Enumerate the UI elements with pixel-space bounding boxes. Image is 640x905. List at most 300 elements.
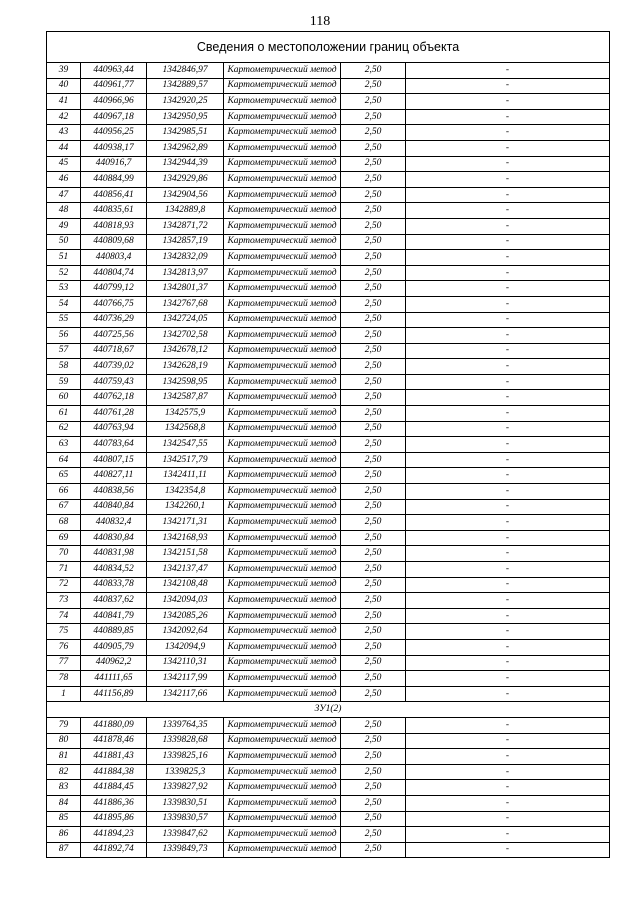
y-coordinate-cell: 1342547,55 [147,437,224,453]
method-cell: Картометрический метод [224,608,341,624]
x-coordinate-cell: 440799,12 [81,281,147,297]
table-row [47,811,610,827]
method-cell: Картометрический метод [224,359,341,375]
description-cell: - [406,296,610,312]
accuracy-cell: 2,50 [341,78,406,94]
y-coordinate-cell: 1342151,58 [147,546,224,562]
table-row [47,655,610,671]
point-number-cell: 58 [47,359,81,375]
x-coordinate-cell: 441892,74 [81,842,147,858]
accuracy-cell: 2,50 [341,468,406,484]
method-cell: Картометрический метод [224,624,341,640]
method-cell: Картометрический метод [224,94,341,110]
method-cell: Картометрический метод [224,827,341,843]
description-cell: - [406,78,610,94]
table-row [47,218,610,234]
x-coordinate-cell: 440803,4 [81,250,147,266]
method-cell: Картометрический метод [224,499,341,515]
method-cell: Картометрический метод [224,156,341,172]
accuracy-cell: 2,50 [341,203,406,219]
table-row [47,780,610,796]
description-cell: - [406,655,610,671]
y-coordinate-cell: 1342168,93 [147,530,224,546]
x-coordinate-cell: 440832,4 [81,515,147,531]
point-number-cell: 67 [47,499,81,515]
y-coordinate-cell: 1342871,72 [147,218,224,234]
x-coordinate-cell: 440833,78 [81,577,147,593]
y-coordinate-cell: 1342575,9 [147,406,224,422]
point-number-cell: 70 [47,546,81,562]
method-cell: Картометрический метод [224,140,341,156]
point-number-cell: 87 [47,842,81,858]
y-coordinate-cell: 1342260,1 [147,499,224,515]
accuracy-cell: 2,50 [341,437,406,453]
y-coordinate-cell: 1342587,87 [147,390,224,406]
accuracy-cell: 2,50 [341,780,406,796]
method-cell: Картометрический метод [224,390,341,406]
y-coordinate-cell: 1342889,57 [147,78,224,94]
description-cell: - [406,265,610,281]
method-cell: Картометрический метод [224,780,341,796]
x-coordinate-cell: 440759,43 [81,374,147,390]
accuracy-cell: 2,50 [341,671,406,687]
x-coordinate-cell: 440840,84 [81,499,147,515]
table-row [47,452,610,468]
description-cell: - [406,562,610,578]
accuracy-cell: 2,50 [341,140,406,156]
x-coordinate-cell: 441894,23 [81,827,147,843]
method-cell: Картометрический метод [224,655,341,671]
x-coordinate-cell: 440841,79 [81,608,147,624]
point-number-cell: 42 [47,109,81,125]
description-cell: - [406,749,610,765]
x-coordinate-cell: 440905,79 [81,639,147,655]
accuracy-cell: 2,50 [341,795,406,811]
description-cell: - [406,94,610,110]
method-cell: Картометрический метод [224,671,341,687]
accuracy-cell: 2,50 [341,717,406,733]
accuracy-cell: 2,50 [341,608,406,624]
accuracy-cell: 2,50 [341,390,406,406]
accuracy-cell: 2,50 [341,562,406,578]
description-cell: - [406,125,610,141]
table-row [47,265,610,281]
point-number-cell: 80 [47,733,81,749]
description-cell: - [406,764,610,780]
y-coordinate-cell: 1339847,62 [147,827,224,843]
description-cell: - [406,172,610,188]
x-coordinate-cell: 441886,36 [81,795,147,811]
description-cell: - [406,780,610,796]
description-cell: - [406,608,610,624]
point-number-cell: 60 [47,390,81,406]
description-cell: - [406,156,610,172]
table-row [47,250,610,266]
y-coordinate-cell: 1342110,31 [147,655,224,671]
accuracy-cell: 2,50 [341,328,406,344]
description-cell: - [406,281,610,297]
table-row [47,187,610,203]
accuracy-cell: 2,50 [341,639,406,655]
method-cell: Картометрический метод [224,328,341,344]
accuracy-cell: 2,50 [341,234,406,250]
page-number: 118 [309,14,331,29]
table-row [47,109,610,125]
point-number-cell: 40 [47,78,81,94]
table-row [47,359,610,375]
point-number-cell: 66 [47,484,81,500]
table-row [47,328,610,344]
description-cell: - [406,671,610,687]
method-cell: Картометрический метод [224,733,341,749]
table-row [47,343,610,359]
y-coordinate-cell: 1342678,12 [147,343,224,359]
description-cell: - [406,140,610,156]
y-coordinate-cell: 1342813,97 [147,265,224,281]
point-number-cell: 78 [47,671,81,687]
method-cell: Картометрический метод [224,811,341,827]
description-cell: - [406,842,610,858]
point-number-cell: 50 [47,234,81,250]
point-number-cell: 44 [47,140,81,156]
description-cell: - [406,686,610,702]
table-row [47,374,610,390]
point-number-cell: 56 [47,328,81,344]
x-coordinate-cell: 440889,85 [81,624,147,640]
point-number-cell: 75 [47,624,81,640]
description-cell: - [406,390,610,406]
table-row [47,421,610,437]
point-number-cell: 57 [47,343,81,359]
accuracy-cell: 2,50 [341,63,406,79]
method-cell: Картометрический метод [224,125,341,141]
x-coordinate-cell: 440966,96 [81,94,147,110]
description-cell: - [406,468,610,484]
table-row [47,733,610,749]
table-row [47,390,610,406]
accuracy-cell: 2,50 [341,827,406,843]
method-cell: Картометрический метод [224,406,341,422]
point-number-cell: 53 [47,281,81,297]
y-coordinate-cell: 1342950,95 [147,109,224,125]
method-cell: Картометрический метод [224,484,341,500]
x-coordinate-cell: 440736,29 [81,312,147,328]
description-cell: - [406,452,610,468]
accuracy-cell: 2,50 [341,749,406,765]
method-cell: Картометрический метод [224,109,341,125]
method-cell: Картометрический метод [224,717,341,733]
method-cell: Картометрический метод [224,172,341,188]
y-coordinate-cell: 1342094,03 [147,593,224,609]
x-coordinate-cell: 441880,09 [81,717,147,733]
point-number-cell: 69 [47,530,81,546]
y-coordinate-cell: 1342517,79 [147,452,224,468]
description-cell: - [406,795,610,811]
method-cell: Картометрический метод [224,203,341,219]
x-coordinate-cell: 440835,61 [81,203,147,219]
accuracy-cell: 2,50 [341,764,406,780]
method-cell: Картометрический метод [224,265,341,281]
point-number-cell: 82 [47,764,81,780]
table-row [47,140,610,156]
description-cell: - [406,218,610,234]
point-number-cell: 62 [47,421,81,437]
x-coordinate-cell: 440838,56 [81,484,147,500]
x-coordinate-cell: 440856,41 [81,187,147,203]
accuracy-cell: 2,50 [341,421,406,437]
section-label: ЗУ1(2) [47,702,610,718]
table-row [47,281,610,297]
description-cell: - [406,499,610,515]
y-coordinate-cell: 1339830,51 [147,795,224,811]
y-coordinate-cell: 1342801,37 [147,281,224,297]
method-cell: Картометрический метод [224,530,341,546]
point-number-cell: 77 [47,655,81,671]
x-coordinate-cell: 440967,18 [81,109,147,125]
method-cell: Картометрический метод [224,250,341,266]
description-cell: - [406,530,610,546]
accuracy-cell: 2,50 [341,530,406,546]
description-cell: - [406,312,610,328]
x-coordinate-cell: 441111,65 [81,671,147,687]
method-cell: Картометрический метод [224,795,341,811]
method-cell: Картометрический метод [224,218,341,234]
method-cell: Картометрический метод [224,546,341,562]
method-cell: Картометрический метод [224,842,341,858]
x-coordinate-cell: 441878,46 [81,733,147,749]
description-cell: - [406,639,610,655]
y-coordinate-cell: 1342411,11 [147,468,224,484]
table-row [47,842,610,858]
x-coordinate-cell: 440809,68 [81,234,147,250]
accuracy-cell: 2,50 [341,312,406,328]
point-number-cell: 68 [47,515,81,531]
point-number-cell: 1 [47,686,81,702]
y-coordinate-cell: 1342354,8 [147,484,224,500]
table-row [47,484,610,500]
point-number-cell: 52 [47,265,81,281]
y-coordinate-cell: 1342702,58 [147,328,224,344]
x-coordinate-cell: 440818,93 [81,218,147,234]
section-row [47,702,610,718]
method-cell: Картометрический метод [224,749,341,765]
accuracy-cell: 2,50 [341,686,406,702]
description-cell: - [406,234,610,250]
description-cell: - [406,109,610,125]
x-coordinate-cell: 440762,18 [81,390,147,406]
y-coordinate-cell: 1342598,95 [147,374,224,390]
table-row [47,577,610,593]
description-cell: - [406,484,610,500]
description-cell: - [406,421,610,437]
point-number-cell: 85 [47,811,81,827]
method-cell: Картометрический метод [224,515,341,531]
x-coordinate-cell: 440725,56 [81,328,147,344]
table-title: Сведения о местоположении границ объекта [47,32,610,63]
method-cell: Картометрический метод [224,468,341,484]
description-cell: - [406,374,610,390]
x-coordinate-cell: 440884,99 [81,172,147,188]
accuracy-cell: 2,50 [341,406,406,422]
point-number-cell: 64 [47,452,81,468]
point-number-cell: 51 [47,250,81,266]
x-coordinate-cell: 440961,77 [81,78,147,94]
description-cell: - [406,187,610,203]
x-coordinate-cell: 440830,84 [81,530,147,546]
table-row [47,764,610,780]
point-number-cell: 41 [47,94,81,110]
x-coordinate-cell: 440804,74 [81,265,147,281]
y-coordinate-cell: 1342085,26 [147,608,224,624]
accuracy-cell: 2,50 [341,250,406,266]
point-number-cell: 59 [47,374,81,390]
y-coordinate-cell: 1342920,25 [147,94,224,110]
y-coordinate-cell: 1339825,3 [147,764,224,780]
table-row [47,78,610,94]
point-number-cell: 83 [47,780,81,796]
y-coordinate-cell: 1342985,51 [147,125,224,141]
accuracy-cell: 2,50 [341,187,406,203]
method-cell: Картометрический метод [224,296,341,312]
table-row [47,296,610,312]
description-cell: - [406,546,610,562]
accuracy-cell: 2,50 [341,125,406,141]
point-number-cell: 74 [47,608,81,624]
y-coordinate-cell: 1342724,05 [147,312,224,328]
y-coordinate-cell: 1342944,39 [147,156,224,172]
point-number-cell: 55 [47,312,81,328]
point-number-cell: 45 [47,156,81,172]
y-coordinate-cell: 1342628,19 [147,359,224,375]
y-coordinate-cell: 1339825,16 [147,749,224,765]
method-cell: Картометрический метод [224,639,341,655]
y-coordinate-cell: 1342929,86 [147,172,224,188]
y-coordinate-cell: 1342092,64 [147,624,224,640]
accuracy-cell: 2,50 [341,484,406,500]
accuracy-cell: 2,50 [341,156,406,172]
table-row [47,125,610,141]
description-cell: - [406,203,610,219]
point-number-cell: 65 [47,468,81,484]
method-cell: Картометрический метод [224,78,341,94]
method-cell: Картометрический метод [224,234,341,250]
accuracy-cell: 2,50 [341,94,406,110]
accuracy-cell: 2,50 [341,374,406,390]
accuracy-cell: 2,50 [341,452,406,468]
table-row [47,546,610,562]
y-coordinate-cell: 1342171,31 [147,515,224,531]
method-cell: Картометрический метод [224,63,341,79]
table-row [47,530,610,546]
point-number-cell: 72 [47,577,81,593]
y-coordinate-cell: 1342889,8 [147,203,224,219]
table-row [47,671,610,687]
accuracy-cell: 2,50 [341,624,406,640]
point-number-cell: 49 [47,218,81,234]
method-cell: Картометрический метод [224,764,341,780]
boundary-coordinates-table [46,31,610,858]
method-cell: Картометрический метод [224,593,341,609]
x-coordinate-cell: 440766,75 [81,296,147,312]
method-cell: Картометрический метод [224,577,341,593]
table-row [47,717,610,733]
x-coordinate-cell: 440718,67 [81,343,147,359]
accuracy-cell: 2,50 [341,359,406,375]
table-row [47,624,610,640]
y-coordinate-cell: 1342832,09 [147,250,224,266]
table-row [47,795,610,811]
method-cell: Картометрический метод [224,281,341,297]
table-row [47,639,610,655]
accuracy-cell: 2,50 [341,733,406,749]
x-coordinate-cell: 440831,98 [81,546,147,562]
x-coordinate-cell: 441881,43 [81,749,147,765]
y-coordinate-cell: 1339828,68 [147,733,224,749]
method-cell: Картометрический метод [224,343,341,359]
method-cell: Картометрический метод [224,562,341,578]
accuracy-cell: 2,50 [341,515,406,531]
y-coordinate-cell: 1339849,73 [147,842,224,858]
method-cell: Картометрический метод [224,312,341,328]
accuracy-cell: 2,50 [341,593,406,609]
y-coordinate-cell: 1339827,92 [147,780,224,796]
description-cell: - [406,250,610,266]
description-cell: - [406,577,610,593]
accuracy-cell: 2,50 [341,811,406,827]
y-coordinate-cell: 1342117,66 [147,686,224,702]
description-cell: - [406,717,610,733]
accuracy-cell: 2,50 [341,577,406,593]
y-coordinate-cell: 1339764,35 [147,717,224,733]
x-coordinate-cell: 441884,38 [81,764,147,780]
point-number-cell: 39 [47,63,81,79]
point-number-cell: 73 [47,593,81,609]
point-number-cell: 43 [47,125,81,141]
accuracy-cell: 2,50 [341,296,406,312]
method-cell: Картометрический метод [224,437,341,453]
accuracy-cell: 2,50 [341,655,406,671]
x-coordinate-cell: 440834,52 [81,562,147,578]
x-coordinate-cell: 441895,86 [81,811,147,827]
y-coordinate-cell: 1342137,47 [147,562,224,578]
y-coordinate-cell: 1342767,68 [147,296,224,312]
x-coordinate-cell: 440837,62 [81,593,147,609]
y-coordinate-cell: 1342857,19 [147,234,224,250]
point-number-cell: 54 [47,296,81,312]
description-cell: - [406,406,610,422]
method-cell: Картометрический метод [224,187,341,203]
accuracy-cell: 2,50 [341,842,406,858]
accuracy-cell: 2,50 [341,499,406,515]
y-coordinate-cell: 1342568,8 [147,421,224,437]
table-row [47,686,610,702]
point-number-cell: 79 [47,717,81,733]
table-title-row [47,32,610,63]
point-number-cell: 76 [47,639,81,655]
point-number-cell: 47 [47,187,81,203]
point-number-cell: 61 [47,406,81,422]
table-row [47,172,610,188]
accuracy-cell: 2,50 [341,265,406,281]
x-coordinate-cell: 440938,17 [81,140,147,156]
table-row [47,63,610,79]
x-coordinate-cell: 440783,64 [81,437,147,453]
table-row [47,468,610,484]
table-row [47,562,610,578]
accuracy-cell: 2,50 [341,172,406,188]
x-coordinate-cell: 440916,7 [81,156,147,172]
description-cell: - [406,343,610,359]
